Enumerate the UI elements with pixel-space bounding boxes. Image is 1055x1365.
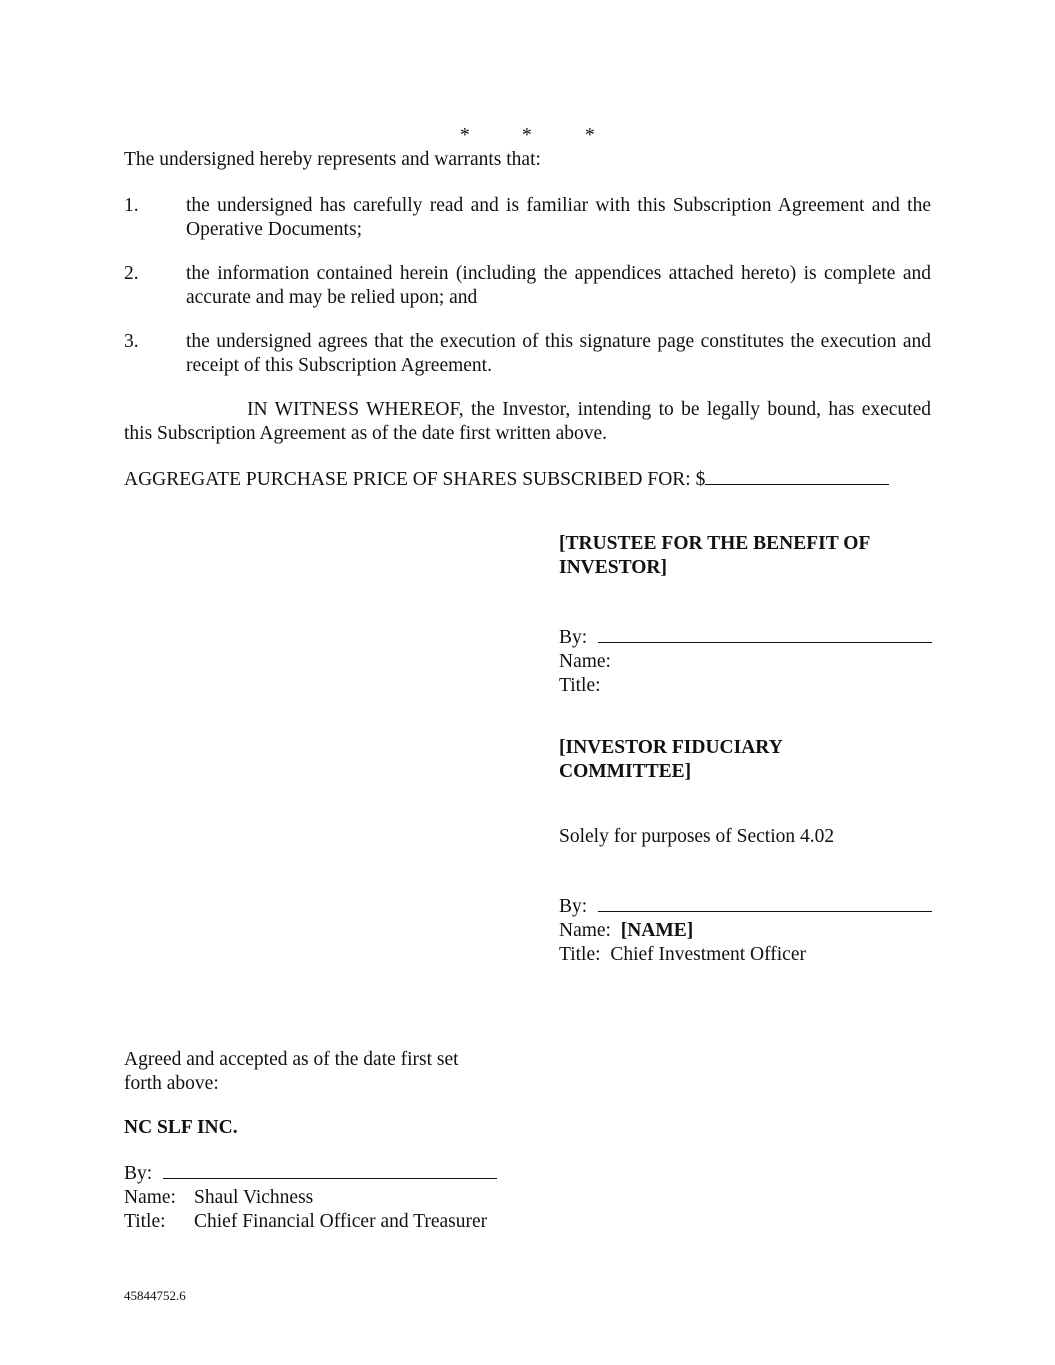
title-label: Title: — [559, 675, 601, 696]
representation-item — [124, 330, 931, 378]
title-value: Chief Financial Officer and Treasurer — [194, 1211, 488, 1232]
representation-item — [124, 194, 931, 242]
trustee-signature-line[interactable] — [598, 624, 932, 643]
committee-signature-block — [559, 736, 939, 784]
trustee-heading: [TRUSTEE FOR THE BENEFIT OF — [559, 533, 871, 554]
committee-purpose: Solely for purposes of Section 4.02 — [559, 826, 835, 847]
name-label: Name: — [559, 651, 611, 672]
separator-star: * — [585, 125, 595, 146]
item-number: 3. — [124, 331, 139, 352]
aggregate-price-line — [124, 466, 889, 492]
by-label: By: — [559, 896, 588, 917]
company-name: NC SLF INC. — [124, 1117, 238, 1138]
item-number: 2. — [124, 263, 139, 284]
committee-signature-line[interactable] — [598, 893, 932, 912]
acceptance-text: forth above: — [124, 1073, 219, 1094]
committee-heading: COMMITTEE] — [559, 761, 692, 782]
separator-star: * — [522, 125, 532, 146]
by-label: By: — [124, 1163, 153, 1184]
acceptance-statement — [124, 1048, 459, 1096]
representation-item — [124, 262, 931, 310]
separator-star: * — [460, 125, 470, 146]
name-value: [NAME] — [620, 920, 694, 941]
item-number: 1. — [124, 195, 139, 216]
title-label: Title: — [559, 944, 601, 965]
representations-intro: The undersigned hereby represents and warrants that: — [124, 149, 541, 170]
committee-heading: [INVESTOR FIDUCIARY — [559, 737, 783, 758]
witness-paragraph: IN WITNESS WHEREOF, the Investor, intending to be legally bound, has executed this Subscription Agreement as of the date first written above. — [124, 399, 931, 444]
company-signature-fields — [124, 1160, 544, 1234]
aggregate-price-blank[interactable] — [705, 466, 889, 485]
item-text: the information contained herein (including the appendices attached hereto) is complete and accurate and may be relied upon; and — [186, 263, 931, 308]
acceptance-text: Agreed and accepted as of the date first set — [124, 1049, 459, 1070]
title-value: Chief Investment Officer — [610, 944, 806, 965]
committee-signature-fields — [559, 893, 939, 967]
by-label: By: — [559, 627, 588, 648]
item-text: the undersigned has carefully read and is familiar with this Subscription Agreement and the Operative Documents; — [186, 195, 931, 240]
item-text: the undersigned agrees that the execution of this signature page constitutes the execution and receipt of this Subscription Agreement. — [186, 331, 931, 376]
name-value: Shaul Vichness — [194, 1187, 314, 1208]
company-signature-line[interactable] — [163, 1160, 497, 1179]
trustee-signature-block — [559, 532, 939, 580]
name-label: Name: — [559, 920, 611, 941]
trustee-heading: INVESTOR] — [559, 557, 668, 578]
name-label: Name: — [124, 1187, 176, 1208]
aggregate-price-label: AGGREGATE PURCHASE PRICE OF SHARES SUBSCRIBED FOR: $ — [124, 469, 706, 490]
document-id: 45844752.6 — [124, 1288, 186, 1303]
trustee-signature-fields — [559, 624, 939, 698]
title-label: Title: — [124, 1211, 166, 1232]
